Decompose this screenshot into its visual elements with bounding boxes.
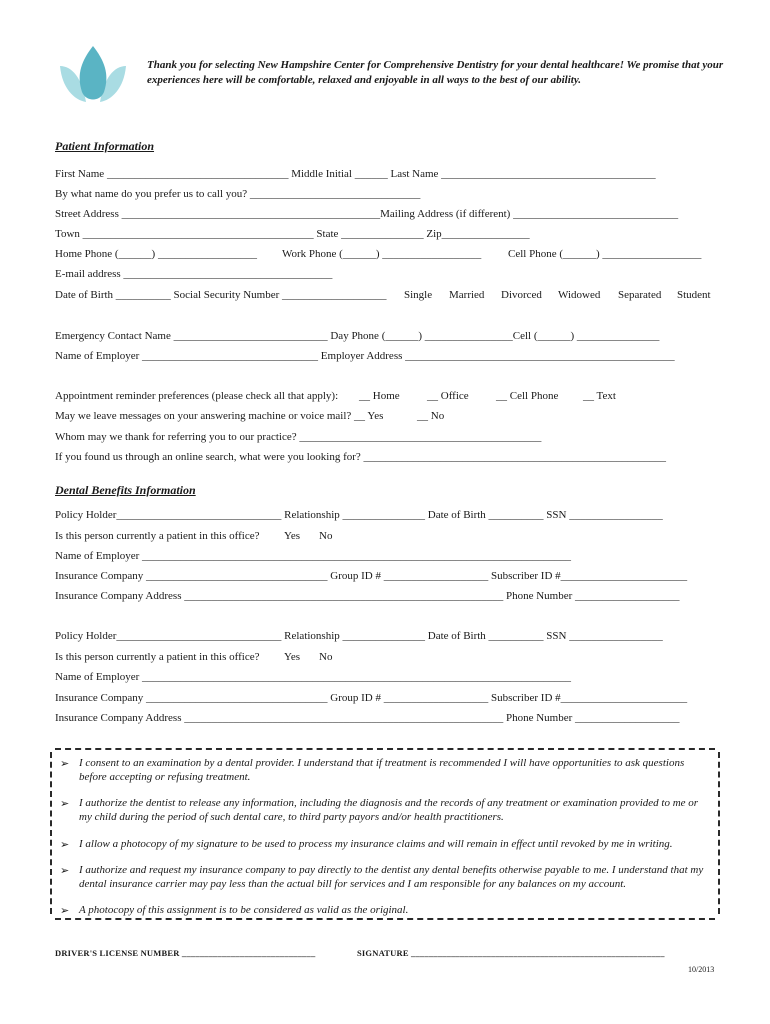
messages-no[interactable]: __ No bbox=[417, 410, 445, 422]
marital-single[interactable]: Single bbox=[404, 289, 433, 301]
policy-holder-field[interactable]: Policy Holder______________________________ Relationship _______________ Date of Birth __________ SSN _________________ bbox=[55, 509, 663, 521]
marital-separated[interactable]: Separated bbox=[618, 289, 662, 301]
arrow-bullet-icon: ➢ bbox=[60, 758, 70, 770]
nickname-field[interactable]: By what name do you prefer us to call you? _______________________________ bbox=[55, 188, 421, 200]
insurance-address-field[interactable]: Insurance Company Address __________________________________________________________ Phone Number ___________________ bbox=[55, 590, 680, 602]
search-field[interactable]: If you found us through an online search, what were you looking for? _______________________________________________________ bbox=[55, 451, 667, 463]
current-patient-yes[interactable]: Yes bbox=[284, 530, 301, 542]
current-patient-no[interactable]: No bbox=[319, 530, 333, 542]
emergency-contact-field[interactable]: Emergency Contact Name ____________________________ Day Phone (______) ________________Cell (______) _______________ bbox=[55, 330, 660, 342]
employer-field[interactable]: Name of Employer ________________________________ Employer Address _________________________________________________ bbox=[55, 350, 675, 362]
current-patient-yes[interactable]: Yes bbox=[284, 651, 301, 663]
current-patient-no[interactable]: No bbox=[319, 651, 333, 663]
town-field[interactable]: Town __________________________________________ State _______________ Zip________________ bbox=[55, 228, 530, 240]
consent-photocopy-signature: I allow a photocopy of my signature to be used to process my insurance claims and will remain in effect until revoked by me in writing. bbox=[79, 838, 673, 850]
street-address-field[interactable]: Street Address _______________________________________________Mailing Address (if different) ______________________________ bbox=[55, 208, 679, 220]
reminder-label: Appointment reminder preferences (please check all that apply): bbox=[55, 390, 339, 402]
arrow-bullet-icon: ➢ bbox=[60, 905, 70, 917]
consent-border-bottom bbox=[55, 918, 715, 920]
reminder-cell[interactable]: __ Cell Phone bbox=[496, 390, 559, 402]
current-patient-question: Is this person currently a patient in this office? bbox=[55, 651, 260, 663]
consent-release: I authorize the dentist to release any information, including the diagnosis and the records of any treatment or examination provided to me or my child during the period of such dental care, to third party payors and/or health practitioners. bbox=[79, 797, 699, 823]
reminder-office[interactable]: __ Office bbox=[427, 390, 469, 402]
current-patient-question: Is this person currently a patient in this office? bbox=[55, 530, 260, 542]
policy-holder-field[interactable]: Policy Holder______________________________ Relationship _______________ Date of Birth __________ SSN _________________ bbox=[55, 630, 663, 642]
marital-student[interactable]: Student bbox=[677, 289, 711, 301]
consent-border-right bbox=[718, 752, 720, 914]
messages-yes[interactable]: May we leave messages on your answering machine or voice mail? __ Yes bbox=[55, 410, 384, 422]
dob-ssn-field[interactable]: Date of Birth __________ Social Security Number ___________________ bbox=[55, 289, 387, 301]
consent-border-top bbox=[55, 748, 715, 750]
signature-field[interactable]: SIGNATURE _________________________________________________________ bbox=[357, 948, 665, 958]
cell-phone-field[interactable]: Cell Phone (______) __________________ bbox=[508, 248, 702, 260]
reminder-home[interactable]: __ Home bbox=[359, 390, 400, 402]
work-phone-field[interactable]: Work Phone (______) __________________ bbox=[282, 248, 482, 260]
dental-benefits-heading: Dental Benefits Information bbox=[55, 483, 196, 497]
referral-field[interactable]: Whom may we thank for referring you to our practice? ____________________________________________ bbox=[55, 431, 542, 443]
home-phone-field[interactable]: Home Phone (______) __________________ bbox=[55, 248, 257, 260]
marital-divorced[interactable]: Divorced bbox=[501, 289, 542, 301]
arrow-bullet-icon: ➢ bbox=[60, 839, 70, 851]
patient-info-heading: Patient Information bbox=[55, 139, 155, 153]
consent-border-left bbox=[50, 752, 52, 914]
insurance-company-field[interactable]: Insurance Company _________________________________ Group ID # ___________________ Subscriber ID #_______________________ bbox=[55, 570, 688, 582]
first-name-field[interactable]: First Name _________________________________ Middle Initial ______ Last Name _______________________________________ bbox=[55, 168, 656, 180]
insured-employer-field[interactable]: Name of Employer ______________________________________________________________________________ bbox=[55, 671, 572, 683]
consent-exam: I consent to an examination by a dental provider. I understand that if treatment is recommended I will have opportunities to ask questions before accepting or refusing treatment. bbox=[79, 757, 685, 783]
consent-photocopy-valid: A photocopy of this assignment is to be considered as valid as the original. bbox=[79, 904, 409, 916]
drivers-license-field[interactable]: DRIVER'S LICENSE NUMBER ______________________________ bbox=[55, 948, 316, 958]
arrow-bullet-icon: ➢ bbox=[60, 865, 70, 877]
reminder-text[interactable]: __ Text bbox=[583, 390, 616, 402]
insurance-address-field[interactable]: Insurance Company Address __________________________________________________________ Phone Number ___________________ bbox=[55, 712, 680, 724]
insured-employer-field[interactable]: Name of Employer ______________________________________________________________________________ bbox=[55, 550, 572, 562]
marital-married[interactable]: Married bbox=[449, 289, 485, 301]
insurance-company-field[interactable]: Insurance Company _________________________________ Group ID # ___________________ Subscriber ID #_______________________ bbox=[55, 692, 688, 704]
marital-widowed[interactable]: Widowed bbox=[558, 289, 601, 301]
email-field[interactable]: E-mail address ______________________________________ bbox=[55, 268, 333, 280]
consent-assignment: I authorize and request my insurance company to pay directly to the dentist any dental benefits otherwise payable to me. I understand that my dental insurance carrier may pay less than the actual bill for services and I am responsible for any balances on my account. bbox=[79, 864, 704, 890]
lotus-logo-icon bbox=[52, 44, 134, 106]
arrow-bullet-icon: ➢ bbox=[60, 798, 70, 810]
revision-date: 10/2013 bbox=[688, 965, 715, 974]
intro-text: Thank you for selecting New Hampshire Center for Comprehensive Dentistry for your dental healthcare! We promise that your experiences here will be comfortable, relaxed and enjoyable in all ways to the best of our ability. bbox=[147, 59, 724, 86]
